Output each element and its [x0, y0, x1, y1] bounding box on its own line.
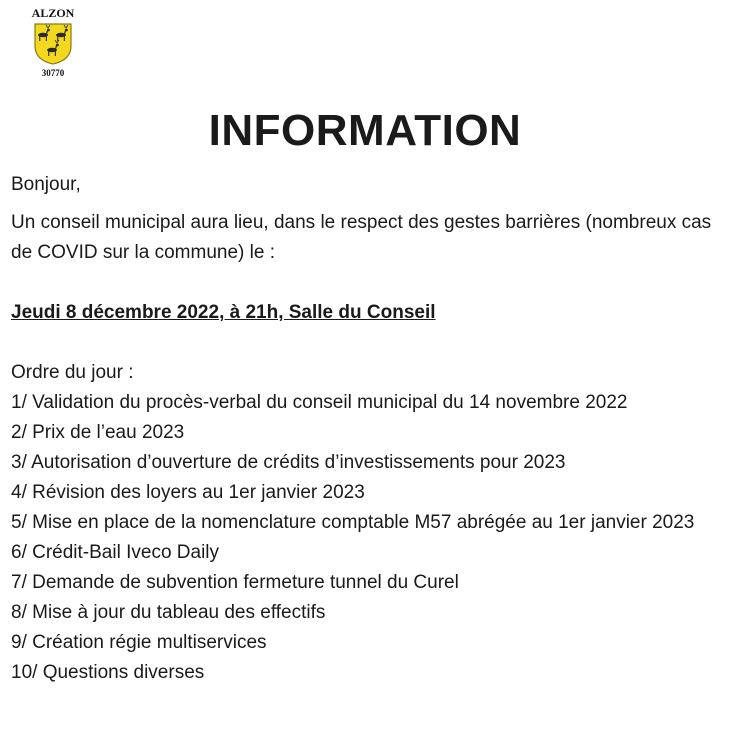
logo-town-name: ALZON — [31, 6, 75, 20]
intro-paragraph: Un conseil municipal aura lieu, dans le respect des gestes barrières (nombreux cas de COVID sur la commune) le : — [11, 212, 712, 263]
agenda-item: 2/ Prix de l’eau 2023 — [11, 422, 185, 443]
agenda-item: 9/ Création régie multiservices — [11, 632, 267, 653]
agenda-item: 7/ Demande de subvention fermeture tunnel du Curel — [11, 572, 459, 593]
agenda-heading: Ordre du jour : — [11, 362, 134, 383]
agenda-item: 10/ Questions diverses — [11, 662, 205, 683]
page-title: INFORMATION — [208, 106, 522, 155]
town-logo — [22, 6, 84, 86]
agenda-list — [11, 388, 726, 688]
agenda-item: 5/ Mise en place de la nomenclature comptable M57 abrégée au 1er janvier 2023 — [11, 512, 695, 533]
coat-of-arms-icon — [33, 22, 73, 66]
greeting: Bonjour, — [11, 174, 81, 195]
agenda-item: 1/ Validation du procès-verbal du conseil municipal du 14 novembre 2022 — [11, 392, 628, 413]
agenda-item: 4/ Révision des loyers au 1er janvier 2023 — [11, 482, 365, 503]
agenda-item: 6/ Crédit-Bail Iveco Daily — [11, 542, 220, 563]
logo-postcode: 30770 — [41, 68, 65, 78]
announcement-body — [11, 170, 726, 688]
meeting-details: Jeudi 8 décembre 2022, à 21h, Salle du Conseil — [11, 302, 436, 323]
agenda-item: 8/ Mise à jour du tableau des effectifs — [11, 602, 326, 623]
agenda-item: 3/ Autorisation d’ouverture de crédits d’investissements pour 2023 — [11, 452, 566, 473]
